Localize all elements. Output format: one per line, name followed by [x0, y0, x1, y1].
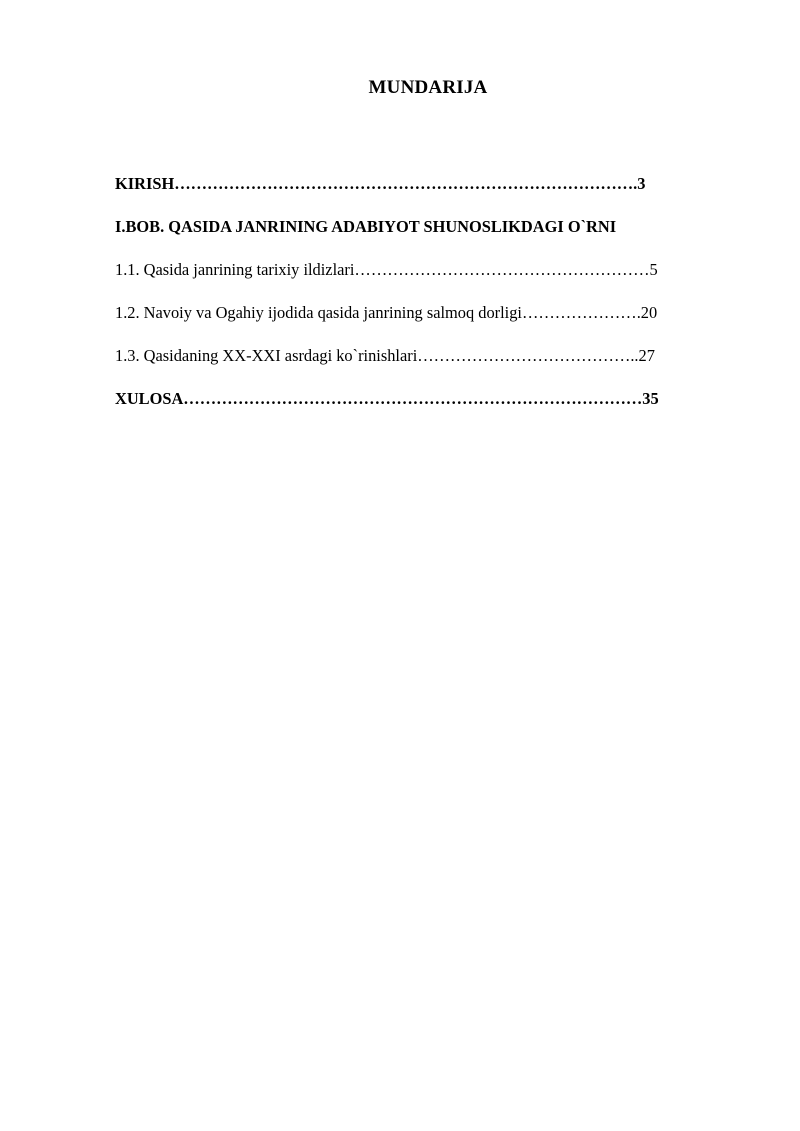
toc-entry-section-1-2: 1.2. Navoiy va Ogahiy ijodida qasida janrining salmoq dorligi………………….20	[115, 303, 658, 322]
toc-entry-conclusion: XULOSA…………………………………………………………………………35	[115, 389, 659, 408]
page-title: MUNDARIJA	[368, 77, 488, 98]
toc-entry-section-1-1: 1.1. Qasida janrining tarixiy ildizlari………………………………………………5	[115, 260, 658, 279]
toc-entry-chapter-1: I.BOB. QASIDA JANRINING ADABIYOT SHUNOSLIKDAGI O`RNI	[115, 217, 617, 236]
toc-entry-introduction: KIRISH………………………………………………………………………….3	[115, 174, 646, 193]
toc-entry-section-1-3: 1.3. Qasidaning XX-XXI asrdagi ko`rinishlari…………………………………..27	[115, 346, 655, 365]
